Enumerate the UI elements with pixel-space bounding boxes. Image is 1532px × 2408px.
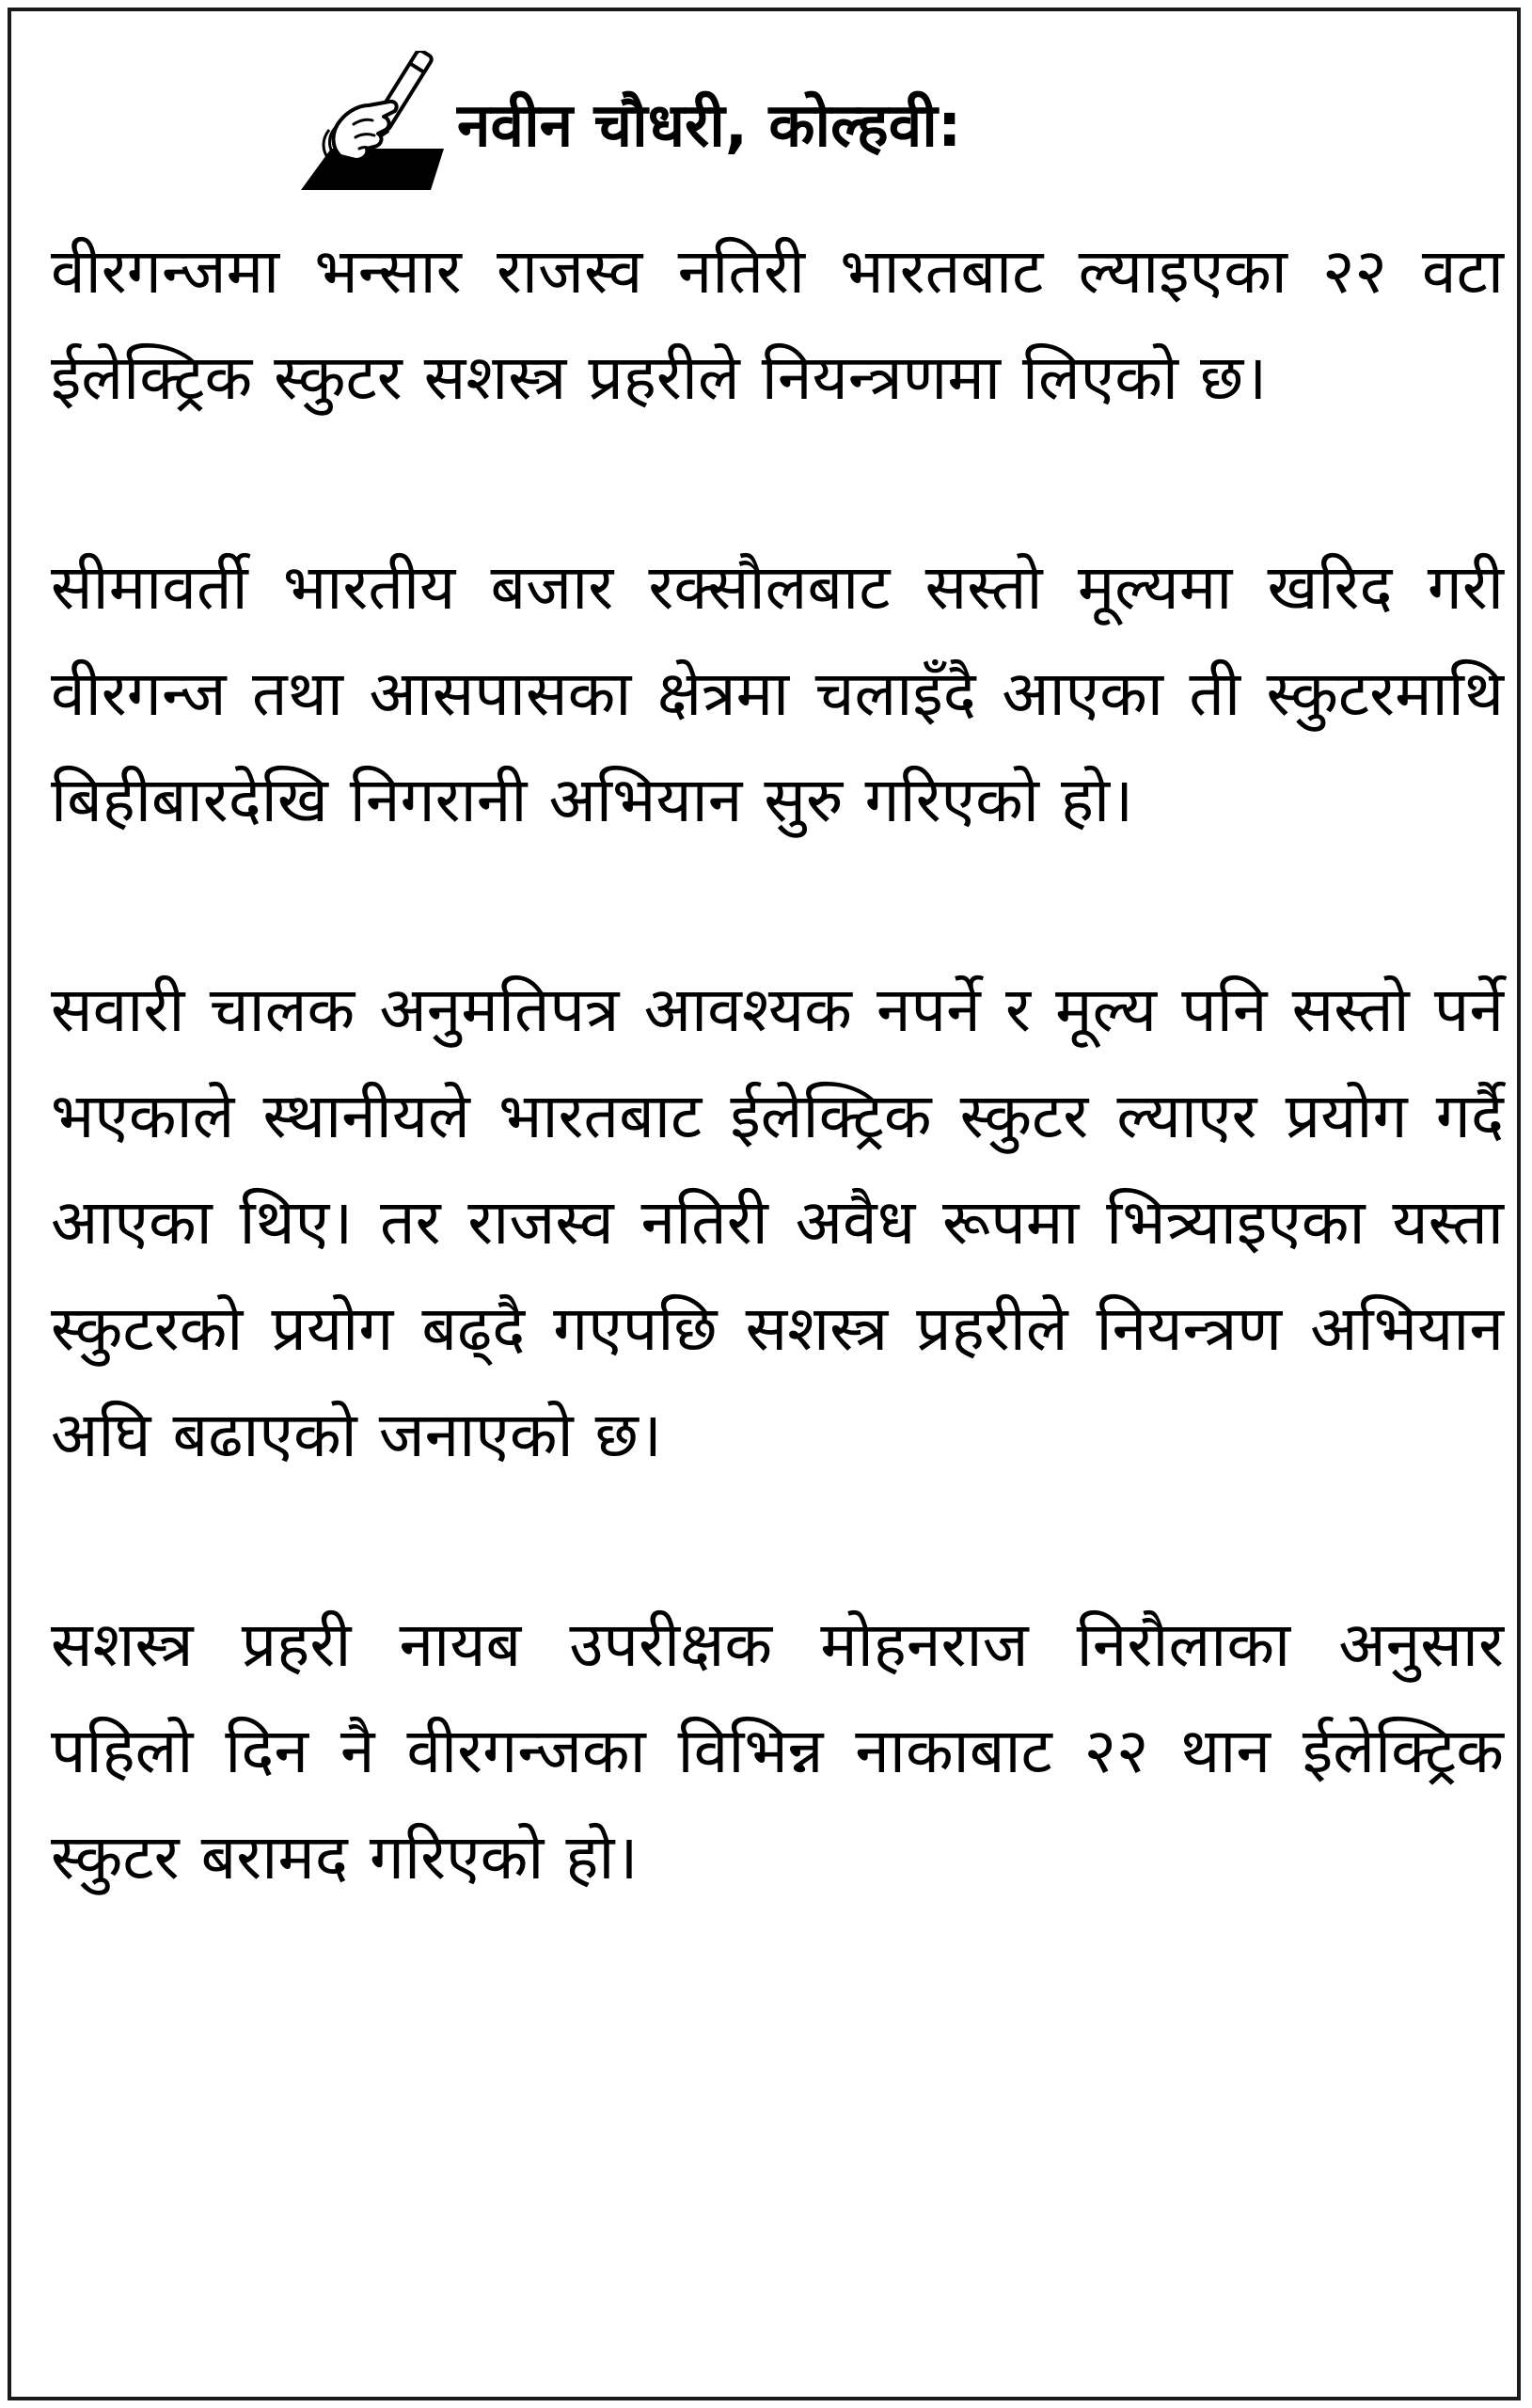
article-body <box>51 218 1504 1910</box>
article-paragraph: सीमावर्ती भारतीय बजार रक्सौलबाट सस्तो मूल्यमा खरिद गरी वीरगन्ज तथा आसपासका क्षेत्रमा चलाइँदै आएका ती स्कुटरमाथि बिहीबारदेखि निगरानी अभियान सुरु गरिएको हो। <box>51 551 1504 836</box>
article-paragraph: वीरगन्जमा भन्सार राजस्व नतिरी भारतबाट ल्याइएका २२ वटा ईलेक्ट्रिक स्कुटर सशस्त्र प्रहरीले नियन्त्रणमा लिएको छ। <box>51 235 1504 414</box>
byline-author: नवीन चौधरी, कोल्हवी: <box>457 91 962 161</box>
article-frame <box>8 8 1521 2400</box>
writing-hand-icon <box>299 51 459 192</box>
article-paragraph: सवारी चालक अनुमतिपत्र आवश्यक नपर्ने र मूल्य पनि सस्तो पर्ने भएकाले स्थानीयले भारतबाट ईलेक्ट्रिक स्कुटर ल्याएर प्रयोग गर्दै आएका थिए। तर राजस्व नतिरी अवैध रूपमा भित्र्याइएका यस्ता स्कुटरको प्रयोग बढ्दै गएपछि सशस्त्र प्रहरीले नियन्त्रण अभियान अघि बढाएको जनाएको छ। <box>51 974 1504 1471</box>
article-paragraph: सशस्त्र प्रहरी नायब उपरीक्षक मोहनराज निरौलाका अनुसार पहिलो दिन नै वीरगन्जका विभिन्न नाकाबाट २२ थान ईलेक्ट्रिक स्कुटर बरामद गरिएको हो। <box>51 1608 1504 1893</box>
byline <box>299 51 961 192</box>
